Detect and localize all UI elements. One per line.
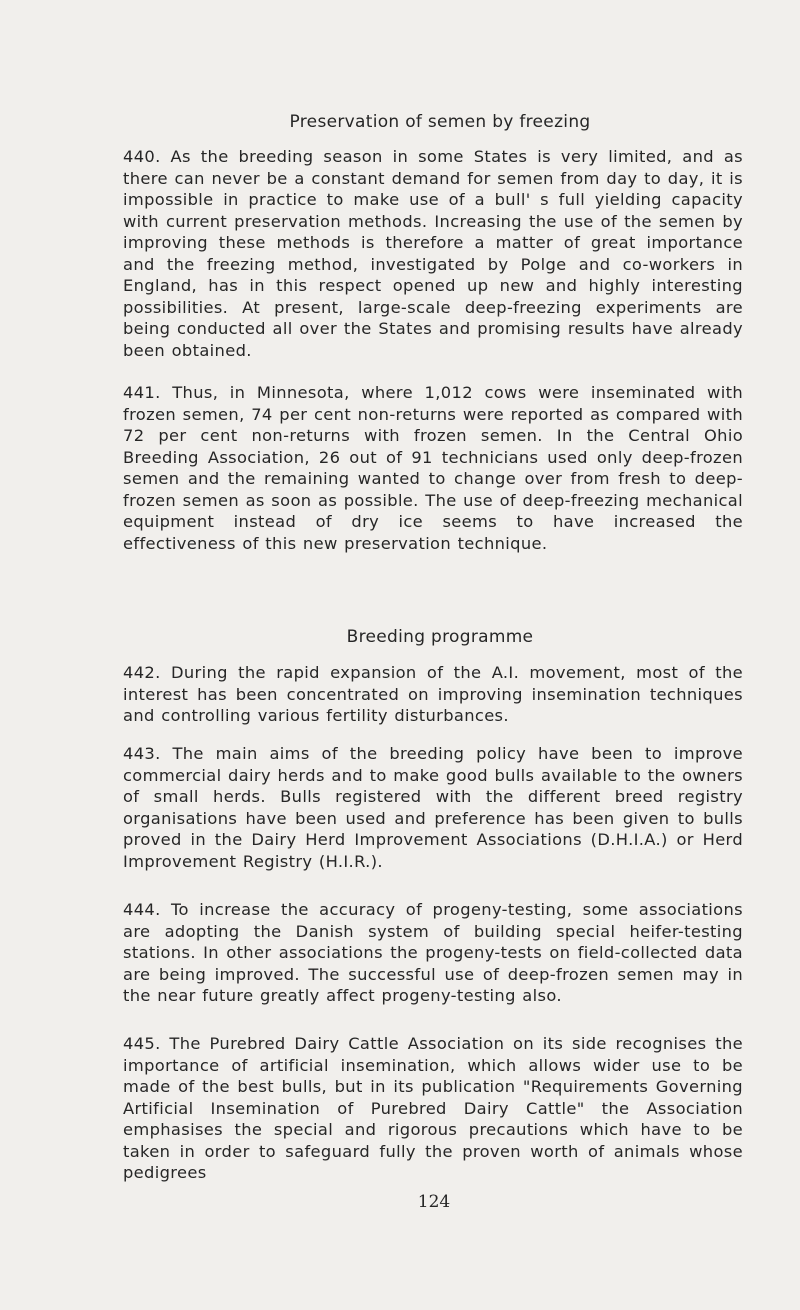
paragraph-444: 444. To increase the accuracy of progeny-testing, some associations are adopting the Danish system of building special heifer-testing stations. In other associations the progeny-tests on field-collected data are being improved. The successful use of deep-frozen semen may in the near future greatly affect progeny-testing also. [123,900,743,1005]
section-heading-breeding-programme: Breeding programme [346,627,534,647]
section-heading-preservation: Preservation of semen by freezing [289,112,591,132]
paragraph-445: 445. The Purebred Dairy Cattle Association on its side recognises the importance of artificial insemination, which allows wider use to be made of the best bulls, but in its publication "Requirements Governing Artificial Insemination of Purebred Dairy Cattle" the Association emphasises the special and rigorous precautions which have to be taken in order to safeguard fully the proven worth of animals whose pedigrees [123,1034,743,1182]
paragraph-442: 442. During the rapid expansion of the A.I. movement, most of the interest has been concentrated on improving insemination techniques and controlling various fertility disturbances. [123,663,743,725]
paragraph-441: 441. Thus, in Minnesota, where 1,012 cows were inseminated with frozen semen, 74 per cent non-returns were reported as compared with 72 per cent non-returns with frozen semen. In the Central Ohio Breeding Association, 26 out of 91 technicians used only deep-frozen semen and the remaining wanted to change over from fresh to deep-frozen semen as soon as possible. The use of deep-freezing mechanical equipment instead of dry ice seems to have increased the effectiveness of this new preservation technique. [123,383,743,553]
paragraph-443: 443. The main aims of the breeding policy have been to improve commercial dairy herds and to make good bulls available to the owners of small herds. Bulls registered with the different breed registry organisations have been used and preference has been given to bulls proved in the Dairy Herd Improvement Associations (D.H.I.A.) or Herd Improvement Registry (H.I.R.). [123,744,743,871]
page-number: 124 [417,1192,451,1212]
paragraph-440: 440. As the breeding season in some States is very limited, and as there can never be a constant demand for semen from day to day, it is impossible in practice to make use of a bull' s full yielding capacity with current preservation methods. Increasing the use of the semen by improving these methods is therefore a matter of great importance and the freezing method, investigated by Polge and co-workers in England, has in this respect opened up new and highly interesting possibilities. At present, large-scale deep-freezing experiments are being conducted all over the States and promising results have already been obtained. [123,147,743,360]
